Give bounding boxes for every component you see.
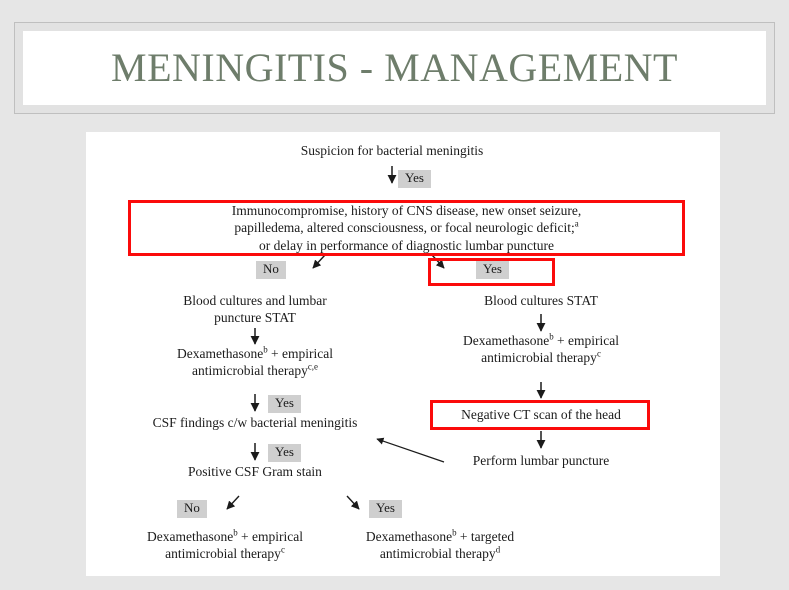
node-csf-findings-label: CSF findings c/w bacterial meningitis xyxy=(152,415,358,430)
node-dex-empirical-left-therapy: antimicrobial therapy xyxy=(192,363,308,379)
chip-no-2: No xyxy=(177,500,207,518)
node-dex-empirical-bottom-sup2: c xyxy=(280,544,285,555)
node-criteria-line1: Immunocompromise, history of CNS disease, new onset seizure, xyxy=(231,203,582,218)
node-dex-targeted-bottom-line1 xyxy=(310,528,570,545)
node-negative-ct xyxy=(411,406,671,423)
node-suspicion xyxy=(192,142,592,159)
node-blood-cultures-stat-label: Blood cultures STAT xyxy=(484,293,598,308)
node-criteria-line2-text: papilledema, altered consciousness, or focal neurologic deficit; xyxy=(234,220,575,236)
chip-yes-4: Yes xyxy=(268,444,301,462)
node-dex-targeted-bottom-therapy: antimicrobial therapy xyxy=(379,546,496,562)
node-dex-empirical-right-drug: Dexamethasone xyxy=(462,333,550,348)
slide-title-frame xyxy=(14,22,775,114)
node-dex-empirical-right-line1 xyxy=(411,332,671,349)
node-dex-targeted-bottom-sup2: d xyxy=(495,544,501,555)
node-dex-empirical-left xyxy=(125,345,385,380)
node-dex-empirical-bottom-rest: + empirical xyxy=(237,529,303,544)
chip-yes-5: Yes xyxy=(369,500,402,518)
node-perform-lp xyxy=(411,452,671,469)
node-blood-cultures-lp xyxy=(125,292,385,327)
node-dex-empirical-left-sup1: b xyxy=(263,344,268,355)
node-criteria xyxy=(138,202,675,254)
node-dex-empirical-right-rest: + empirical xyxy=(553,333,619,348)
node-dex-empirical-right xyxy=(411,332,671,367)
node-dex-targeted-bottom-rest: + targeted xyxy=(456,529,515,544)
node-blood-cultures-lp-line2: puncture STAT xyxy=(214,310,296,326)
node-perform-lp-label: Perform lumbar puncture xyxy=(472,453,610,468)
node-dex-empirical-left-rest: + empirical xyxy=(267,346,333,361)
flowchart-card xyxy=(86,132,720,576)
node-negative-ct-label: Negative CT scan of the head xyxy=(461,407,621,422)
node-dex-empirical-right-sup2: c xyxy=(596,348,601,359)
node-criteria-line3: or delay in performance of diagnostic lumbar puncture xyxy=(258,237,555,253)
node-criteria-line2-sup: a xyxy=(574,218,579,229)
node-dex-empirical-right-therapy: antimicrobial therapy xyxy=(481,350,597,366)
flowchart-canvas xyxy=(86,132,720,576)
node-dex-targeted-bottom-drug: Dexamethasone xyxy=(365,529,453,544)
node-dex-empirical-bottom-drug: Dexamethasone xyxy=(146,529,234,544)
node-gram-stain xyxy=(125,463,385,480)
node-dex-empirical-left-line1 xyxy=(125,345,385,362)
node-criteria-line2 xyxy=(138,219,675,236)
node-dex-empirical-right-sup1: b xyxy=(549,331,554,342)
node-dex-empirical-bottom-therapy: antimicrobial therapy xyxy=(165,546,281,562)
node-dex-empirical-left-sup2: c,e xyxy=(307,361,318,372)
node-csf-findings xyxy=(105,414,405,431)
node-suspicion-label: Suspicion for bacterial meningitis xyxy=(300,143,484,158)
node-dex-empirical-right-line2 xyxy=(411,349,671,366)
node-gram-stain-label: Positive CSF Gram stain xyxy=(188,464,322,479)
node-dex-empirical-left-line2 xyxy=(125,362,385,379)
node-dex-targeted-bottom-line2 xyxy=(310,545,570,562)
chip-yes-3: Yes xyxy=(268,395,301,413)
node-blood-cultures-lp-line1: Blood cultures and lumbar xyxy=(183,293,327,308)
slide-title-inner xyxy=(23,31,766,105)
node-dex-empirical-left-drug: Dexamethasone xyxy=(176,346,264,361)
node-dex-targeted-bottom-sup1: b xyxy=(452,527,457,538)
chip-no-1: No xyxy=(256,261,286,279)
chip-yes-2: Yes xyxy=(476,261,509,279)
node-blood-cultures-stat xyxy=(411,292,671,309)
node-dex-targeted-bottom xyxy=(310,528,570,563)
page-title: MENINGITIS - MANAGEMENT xyxy=(111,45,678,90)
chip-yes-1: Yes xyxy=(398,170,431,188)
node-dex-empirical-bottom-sup1: b xyxy=(233,527,238,538)
